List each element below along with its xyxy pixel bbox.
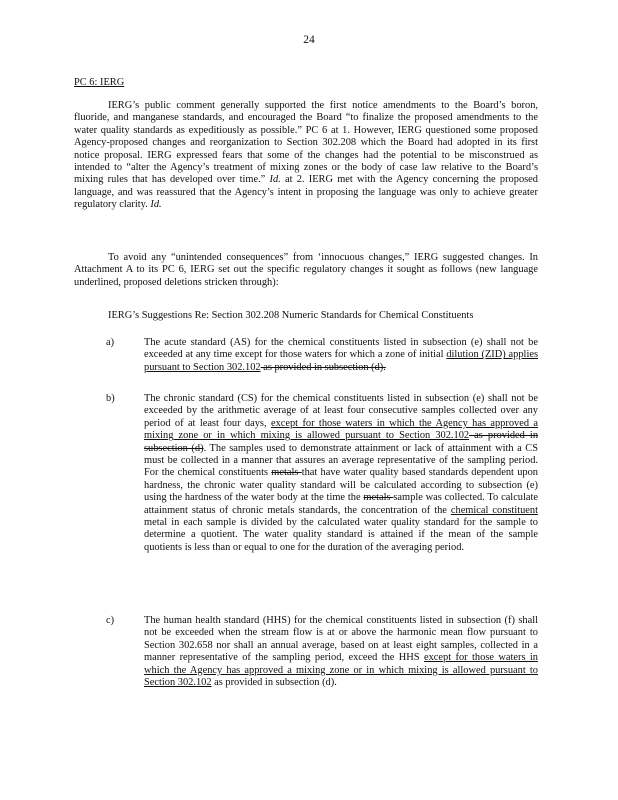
- section-heading: [74, 77, 130, 89]
- item-c-text-2: as provided in subsection (d).: [211, 677, 337, 689]
- item-c-letter: c): [106, 615, 115, 626]
- suggestions-title: IERG’s Suggestions Re: Section 302.208 Numeric Standards for Chemical Constituents: [108, 310, 474, 321]
- paragraph-1: [74, 100, 538, 212]
- item-c-text-1: The human health standard (HHS) for the chemical constituents listed in subsection (f) shall not be exceeded when the stream flow is at or above the harmonic mean flow pursuant to Section 302.658 nor shall an annual average, based on at least eight samples, collected in a manner representative of the sampling period, exceed the HHS: [144, 615, 538, 664]
- item-b-text-1: The chronic standard (CS) for the chemical constituents listed in subsection (e) shall not be exceeded by the arithmetic average of at least four consecutive samples collected over any period of at least four days,: [144, 393, 538, 429]
- item-b-underlined-1: except for those waters in which the Agency has approved a mixing zone or in which mixing is allowed pursuant to Section 302.102: [144, 417, 539, 442]
- para1-text-a: IERG’s public comment generally supported the first notice amendments to the Board’s boron, fluoride, and manganese standards, and encouraged the Board “to finalize the proposed amendments to the water quality standards as expeditiously as possible.” PC 6 at 1. However, IERG questioned some proposed Agency-proposed changes and reorganization to Section 302.208 which the Board had adopted in its first notice proposal. IERG expressed fears that some of the changes had the potential to be misconstrued as intended to “alter the Agency’s treatment of mixing zones or the body of case law relative to the Board’s mixing rules that has developed over time.”: [74, 100, 538, 186]
- item-b-letter: b): [106, 393, 115, 404]
- item-a-underlined: dilution (ZID) applies pursuant to Section 302.102: [144, 349, 538, 373]
- item-b-underlined-2: chemical constituent: [450, 504, 538, 516]
- paragraph-2: [74, 252, 538, 289]
- item-b-struck-2: metals: [271, 467, 302, 479]
- section-heading-text: PC 6: IERG: [74, 77, 125, 88]
- item-b-struck-1: as provided in subsection (d): [144, 430, 539, 454]
- page-number: 24: [303, 34, 315, 46]
- para2-text: To avoid any “unintended consequences” from ‘innocuous changes,” IERG suggested changes. In Attachment A to its PC 6, IERG set out the specific regulatory changes it sought as follows (new language underlined, proposed deletions stricken through):: [74, 252, 538, 288]
- item-b-struck-3: metals: [363, 492, 394, 504]
- item-a-body: [144, 337, 538, 374]
- item-c-underlined: except for those waters in which the Agency has approved a mixing zone or in which mixing is allowed pursuant to Section 302.102: [144, 652, 538, 689]
- item-b-text-2: . The samples used to demonstrate attainment or lack of attainment with a CS must be collected in a manner that assures an average representative of the sampling period. For the chemical constituents: [144, 442, 538, 479]
- item-c-body: [144, 615, 538, 689]
- para1-text-b: at 2. IERG met with the Agency concerning the proposed language, and was reassured that the Agency’s intent in proposing the language was only to achieve greater regulatory clarity.: [74, 174, 538, 211]
- item-b-text-4: sample was collected. To calculate attainment status of chronic metals standards, the concentration of the: [144, 492, 538, 516]
- para1-cite-2: Id.: [150, 199, 162, 211]
- para1-cite-1: Id.: [269, 174, 281, 186]
- item-a-text-1: The acute standard (AS) for the chemical constituents listed in subsection (e) shall not be exceeded at any time except for those waters for which a zone of initial: [144, 337, 538, 361]
- item-a-letter: a): [106, 337, 115, 348]
- item-b-text-5: metal in each sample is divided by the calculated water quality standard for the sample to determine a quotient. The water quality standard is attained if the mean of the sample quotients is less than or equal to one for the duration of the averaging period.: [144, 517, 538, 553]
- item-a-struck: as provided in subsection (d).: [260, 361, 386, 373]
- item-b-text-3: that have water quality based standards dependent upon hardness, the chronic water quality standard will be calculated according to subsection (e) using the hardness of the water body at the time the: [144, 467, 538, 504]
- item-b-body: [144, 393, 538, 554]
